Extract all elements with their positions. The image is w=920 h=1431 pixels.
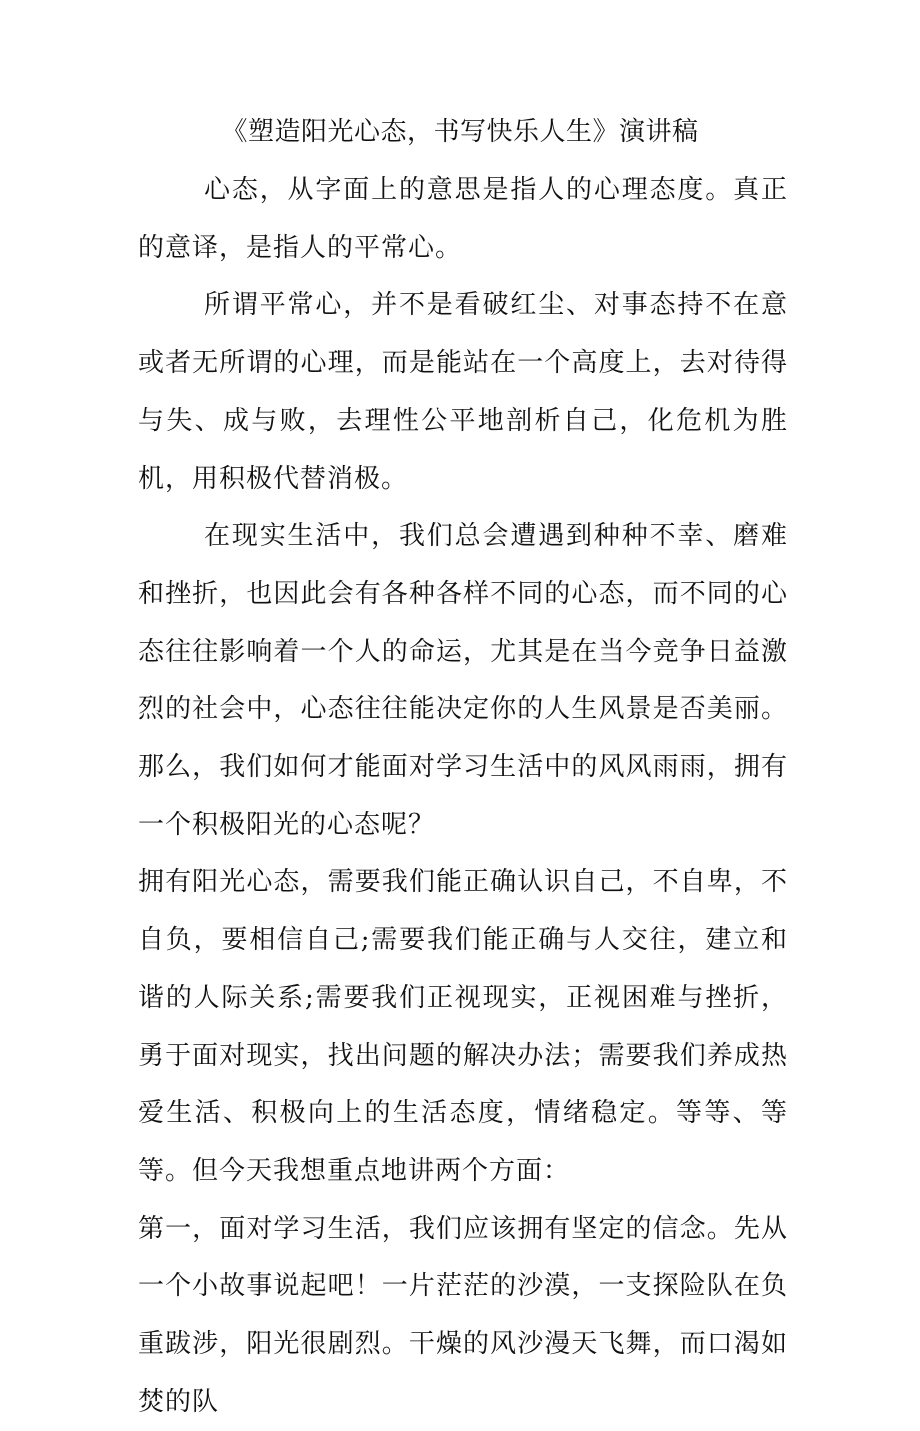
paragraph-2: 所谓平常心，并不是看破红尘、对事态持不在意或者无所谓的心理，而是能站在一个高度上，去对待得与失、成与败，去理性公平地剖析自己，化危机为胜机，用积极代替消极。 <box>138 290 788 494</box>
paragraph-3: 在现实生活中，我们总会遭遇到种种不幸、磨难和挫折，也因此会有各种各样不同的心态，而不同的心态往往影响着一个人的命运，尤其是在当今竞争日益激烈的社会中，心态往往能决定你的人生风景是否美丽。那么，我们如何才能面对学习生活中的风风雨雨，拥有一个积极阳光的心态呢？ <box>138 521 788 840</box>
document-title: 《塑造阳光心态，书写快乐人生》演讲稿 <box>221 117 699 147</box>
document-body <box>138 162 788 1431</box>
paragraph-4: 拥有阳光心态，需要我们能正确认识自己，不自卑，不自负，要相信自己;需要我们能正确与人交往，建立和谐的人际关系;需要我们正视现实，正视困难与挫折，勇于面对现实，找出问题的解决办法；需要我们养成热爱生活、积极向上的生活态度，情绪稳定。等等、等等。但今天我想重点地讲两个方面： <box>138 867 788 1186</box>
paragraph-1: 心态，从字面上的意思是指人的心理态度。真正的意译，是指人的平常心。 <box>138 175 788 263</box>
paragraph-5: 第一，面对学习生活，我们应该拥有坚定的信念。先从一个小故事说起吧！一片茫茫的沙漠，一支探险队在负重跋涉，阳光很剧烈。干燥的风沙漫天飞舞，而口渴如焚的队 <box>138 1213 788 1417</box>
